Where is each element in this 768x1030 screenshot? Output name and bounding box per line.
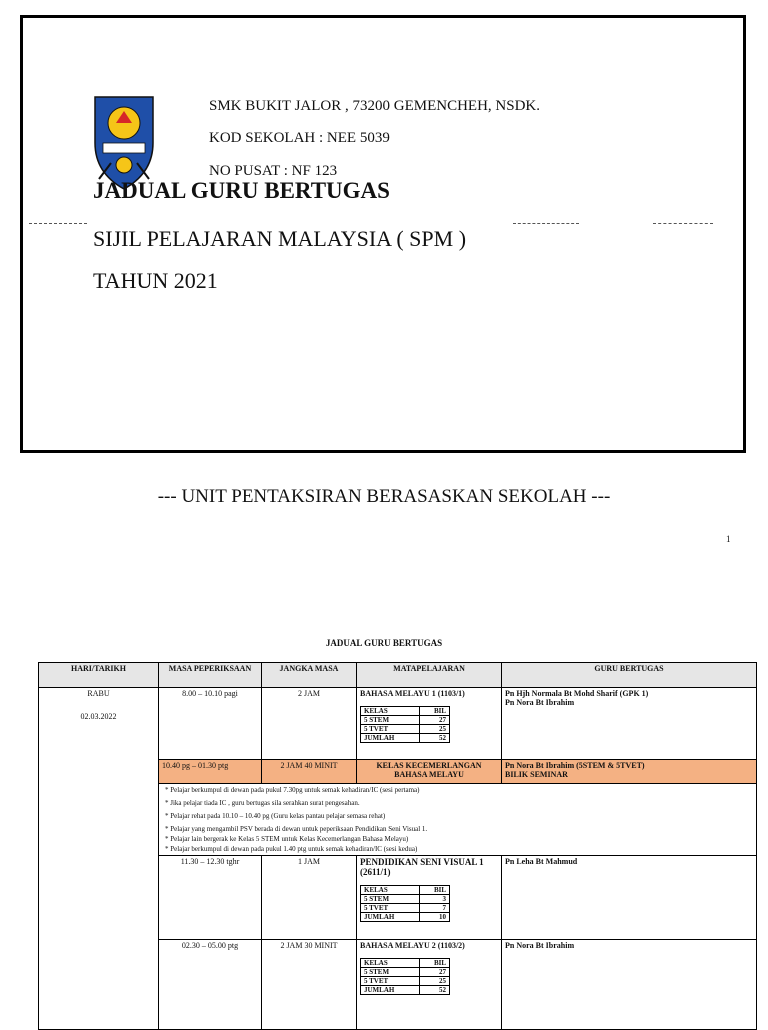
header-cell: JANGKA MASA (262, 663, 357, 688)
header-cell: HARI/TARIKH (39, 663, 159, 688)
note-item: * Pelajar lain bergerak ke Kelas 5 STEM untuk Kelas Kecemerlangan Bahasa Melayu) (165, 835, 409, 843)
notes-cell (159, 784, 757, 856)
time-cell: 8.00 – 10.10 pagi (159, 688, 262, 760)
duration-cell: 2 JAM 30 MINIT (262, 940, 357, 1030)
time-cell: 11.30 – 12.30 tghr (159, 856, 262, 940)
duration-cell: 2 JAM (262, 688, 357, 760)
teacher-name: Pn Nora Bt Ibrahim (5STEM & 5TVET) (505, 761, 645, 770)
header-cell: MASA PEPERIKSAAN (159, 663, 262, 688)
center-number: NO PUSAT : NF 123 (209, 163, 338, 179)
divider (513, 223, 579, 224)
header-cell: GURU BERTUGAS (502, 663, 757, 688)
teacher-cell (502, 688, 757, 760)
class-count-table: KELAS BIL 5 STEM 3 5 TVET 7 JUMLAH 10 (360, 885, 450, 922)
note-item: * Pelajar berkumpul di dewan pada pukul 1.40 ptg untuk semak kehadiran/IC (sesi kedua) (165, 845, 418, 853)
time-cell: 10.40 pg – 01.30 ptg (159, 760, 262, 784)
subject-cell (357, 856, 502, 940)
subject-cell: KELAS KECEMERLANGAN BAHASA MELAYU (357, 760, 502, 784)
note-item: * Pelajar berkumpul di dewan pada pukul 7.30pg untuk semak kehadiran/IC (sesi pertama) (165, 786, 420, 794)
divider (653, 223, 713, 224)
note-item: * Pelajar rehat pada 10.10 – 10.40 pg (Guru kelas pantau pelajar semasa rehat) (165, 812, 386, 820)
day: RABU (87, 689, 110, 698)
subject-name: PENDIDIKAN SENI VISUAL 1 (2611/1) (360, 857, 484, 877)
teacher-name: Pn Hjh Normala Bt Mohd Sharif (GPK 1) (505, 689, 649, 698)
table-title: JADUAL GURU BERTUGAS (325, 638, 443, 648)
teacher-name: Pn Nora Bt Ibrahim (505, 698, 575, 707)
school-code: KOD SEKOLAH : NEE 5039 (209, 130, 390, 146)
subject-cell (357, 940, 502, 1030)
table-row (39, 688, 757, 760)
divider (29, 223, 87, 224)
cover-title: JADUAL GURU BERTUGAS (93, 178, 390, 200)
subject-name: BAHASA MELAYU 1 (1103/1) (360, 689, 465, 698)
duty-schedule-table (38, 662, 757, 1030)
table-header-row (39, 663, 757, 688)
page-number: 1 (726, 534, 731, 544)
subject-name: BAHASA MELAYU 2 (1103/2) (360, 941, 465, 950)
date: 02.03.2022 (80, 712, 117, 721)
teacher-cell (502, 760, 757, 784)
school-crest-logo (91, 93, 157, 191)
unit-heading: --- UNIT PENTAKSIRAN BERASASKAN SEKOLAH --- (157, 486, 611, 507)
time-cell: 02.30 – 05.00 ptg (159, 940, 262, 1030)
subject-cell (357, 688, 502, 760)
duration-cell: 1 JAM (262, 856, 357, 940)
exam-year: TAHUN 2021 (93, 268, 218, 293)
cover-frame (20, 15, 746, 453)
class-count-table: KELAS BIL 5 STEM 27 5 TVET 25 JUMLAH 52 (360, 958, 450, 995)
note-item: * Jika pelajar tiada IC , guru bertugas sila serahkan surat pengesahan. (165, 799, 360, 807)
exam-name: SIJIL PELAJARAN MALAYSIA ( SPM ) (93, 226, 467, 251)
duration-cell: 2 JAM 40 MINIT (262, 760, 357, 784)
teacher-cell: Pn Leha Bt Mahmud (502, 856, 757, 940)
note-item: * Pelajar yang mengambil PSV berada di dewan untuk peperiksaan Pendidikan Seni Visual 1. (165, 825, 428, 833)
teacher-cell: Pn Nora Bt Ibrahim (502, 940, 757, 1030)
header-cell: MATAPELAJARAN (357, 663, 502, 688)
room-name: BILIK SEMINAR (505, 770, 568, 779)
day-date-cell (39, 688, 159, 1030)
class-count-table: KELAS BIL 5 STEM 27 5 TVET 25 JUMLAH 52 (360, 706, 450, 743)
school-address: SMK BUKIT JALOR , 73200 GEMENCHEH, NSDK. (209, 98, 540, 114)
